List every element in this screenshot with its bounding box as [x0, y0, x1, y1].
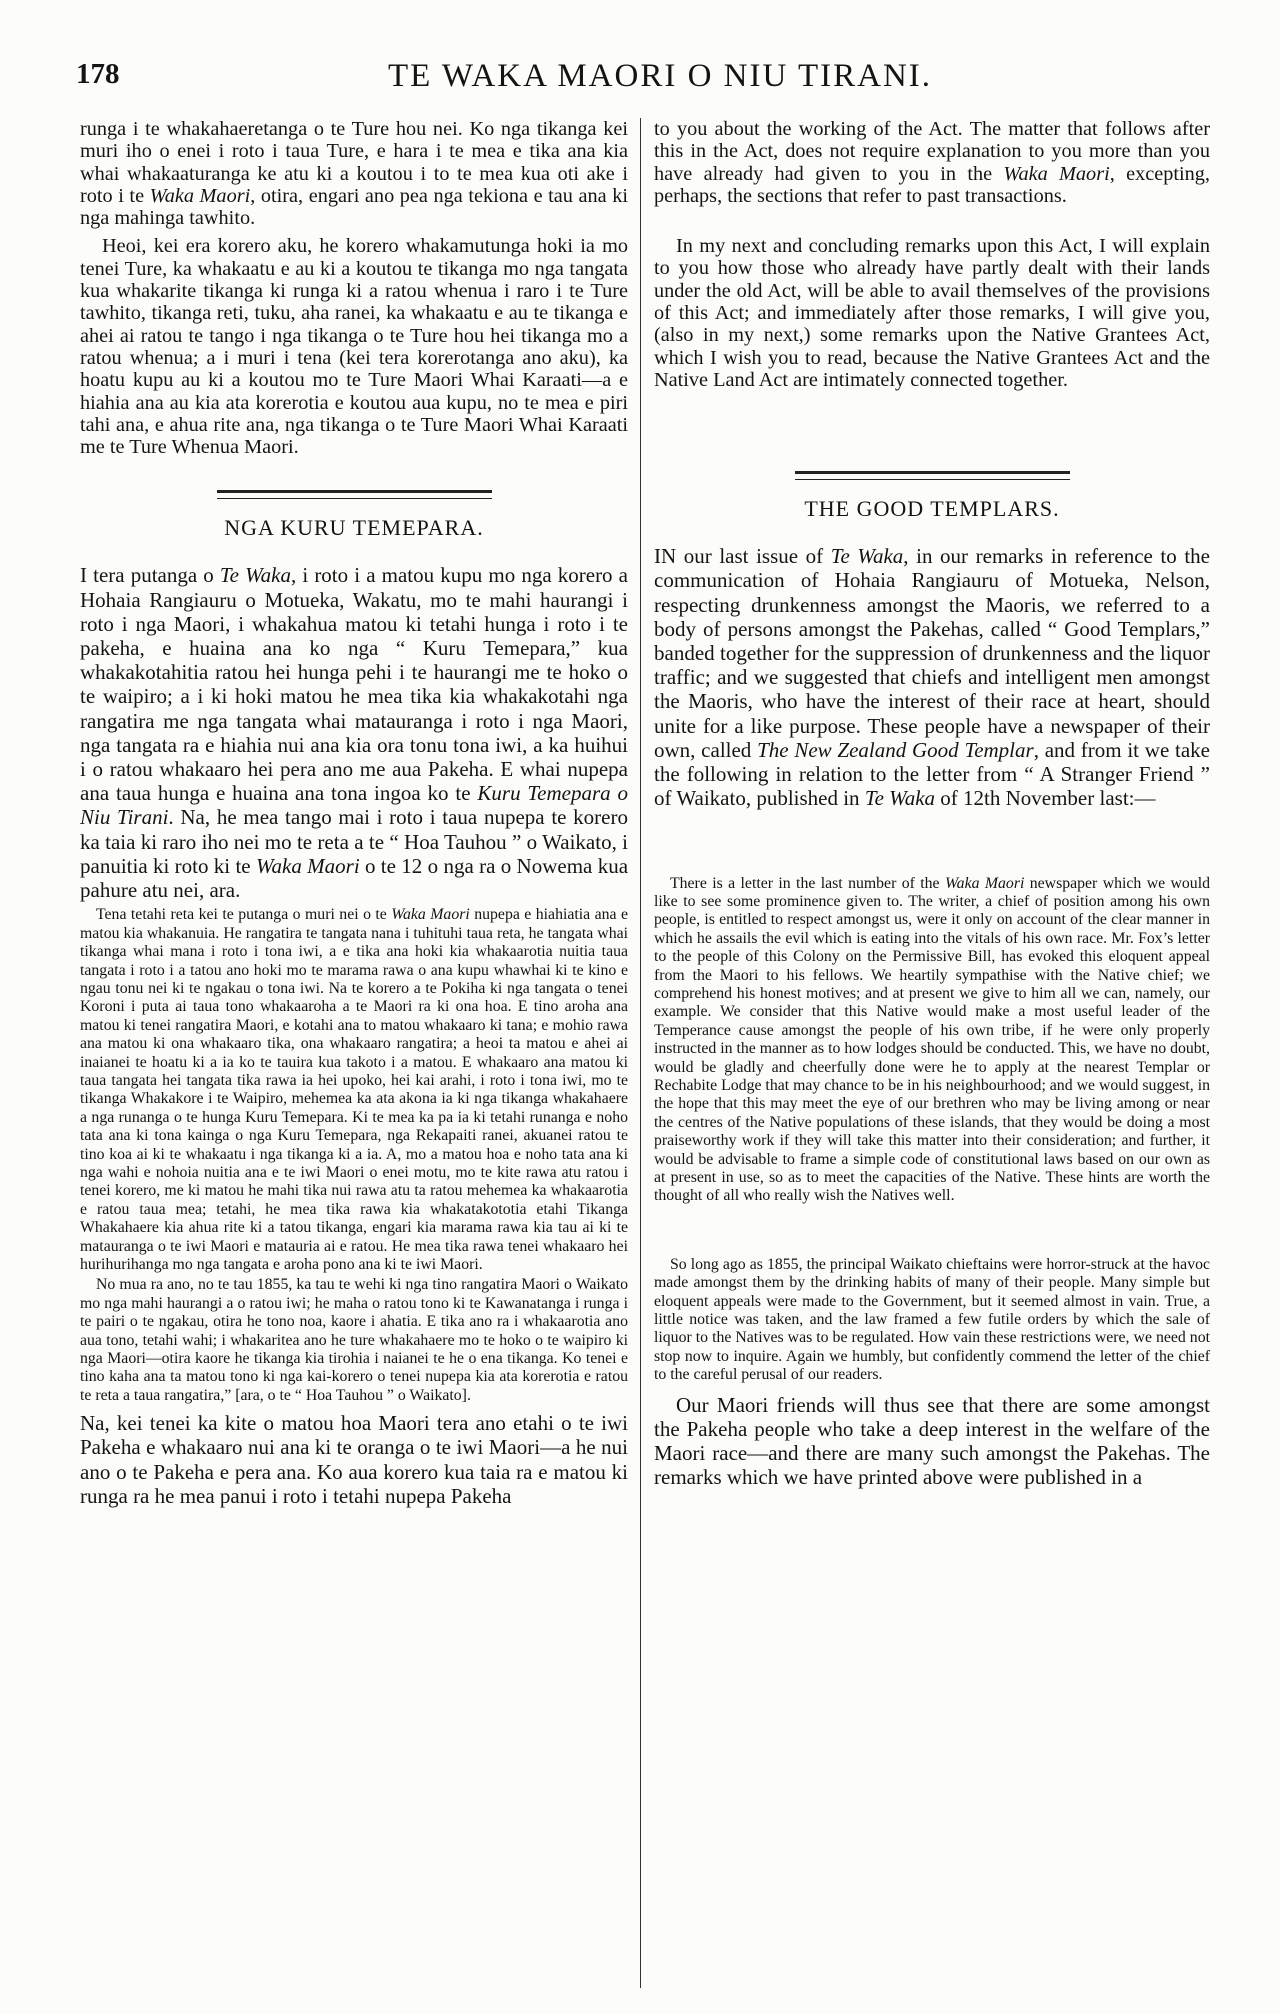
right-column — [654, 118, 1210, 1493]
left-quote-1: Tena tetahi reta kei te putanga o muri nei o te Waka Maori nupepa e hiahiatia ana e matou kia whakanuia. He rangatira te tangata nana i tuhituhi taua reta, he tangata whai tikanga whai mana i roto i tona iwi, a e tika ana hoki kia whakaarotia nuitia taua tangata i roto i a tatou ano hoki mo te marama rawa o ana kupu whawhai ki te kino e ngau tonu nei ki te ngakau o tona iwi. Na te korero a te Pokiha ki nga tangata o tenei Koroni i puta ai taua tono whakaaroha a te Maori ra ki ona hoa. E tino aroha ana matou ki tenei rangatira Maori, e kotahi ana to matou whakaaro ki tana; e mohio rawa ana matou ki ona whakaaro tika, ona whakaaro rangatira; a heoi ta matou e ahei ai inaianei te hoatu ki a ia ko te tauira kua takoto i a matou. E whakaaro ana matou ki taua tangata hei tangata tika rawa ia hei upoko, hei kai arahi, i roto i tona iwi, mo te tikanga Whakakore i te Waipiro, mehemea ka ata akona ia ki nga tikanga whakahaere a nga runanga o te hunga Kuru Temepara. Ki te mea ka pa ia ki tetahi runanga e noho tata ana ki tona kainga o nga Kuru Temepara, nga Rekapaiti ranei, akuanei ratou te tino koa ai ki te whakaatu i nga tikanga ki a ia. A, mo a matou hoa e noho tata ana ki nga wahi e nohoia nuitia ana e te iwi Maori o enei motu, mo te kite rawa atu ratou i tenei korero, me ki matou he mahi tika nui rawa atu ta ratou mehemea ka whakaarotia e ratou taua mea; tetahi, he mea tika rawa kia whakatakototia etahi Tikanga Whakahaere kia ahua rite ki a tatou tikanga, engari kia marama rawa kia tau ai ki te matauranga o te iwi Maori e matauria ai e ratou. He mea tika rawa tenei whakaaro hei hurihurihanga mo nga tangata e aroha pono ana ki te iwi Maori. — [80, 906, 629, 1274]
right-paragraph-3: IN our last issue of Te Waka, in our remarks in reference to the communication of Hohaia Rangiauru of Motueka, Nelson, respecting drunkenness amongst the Maoris, we referred to a body of persons amongst the Pakehas, called “ Good Templars,” banded together for the suppression of drunkenness and the liquor traffic; and we suggested that chiefs and intelligent men amongst the Maoris, who have the interest of their race at heart, should unite for a like purpose. These people have a newspaper of their own, called The New Zealand Good Templar, and from it we take the following in relation to the letter from “ A Stranger Friend ” of Waikato, published in Te Waka of 12th November last:— — [654, 544, 1211, 811]
left-paragraph-3: I tera putanga o Te Waka, i roto i a matou kupu mo nga korero a Hohaia Rangiauru o Motueka, Wakatu, mo te mahi haurangi i roto i nga Maori, i whakahua matou ki tetahi hunga i roto i te pakeha, e huaina ana ko nga “ Kuru Temepara,” kua whakakotahitia ratou hei hunga pehi i te haurangi me te hoko o te waipiro; a i ki hoki matou he mea tika kia whakakotahi nga rangatira me nga tangata whai matauranga i roto i nga Maori, nga tangata ra e hiahia nui ana kia ora tonu tona iwi, a ka huihui i o ratou whakaaro hei pera ano me aua Pakeha. E whai nupepa ana taua hunga e huaina ana tona ingoa ko te Kuru Temepara o Niu Tirani. Na, he mea tango mai i roto i taua nupepa te korero ka taia ki raro iho nei mo te reta a te “ Hoa Tauhou ” o Waikato, i panuitia ki roto ki te Waka Maori o te 12 o nga ra o Nowema kua pahure atu nei, ara. — [80, 563, 629, 903]
section-heading-templars: THE GOOD TEMPLARS. — [804, 496, 1060, 522]
section-rule — [217, 490, 492, 499]
section-heading-kuru: NGA KURU TEMEPARA. — [224, 515, 484, 541]
right-paragraph-4: Our Maori friends will thus see that there are some amongst the Pakeha people who take a deep interest in the welfare of the Maori race—and there are many such amongst the Pakehas. The remarks which we have printed above were published in a — [654, 1392, 1210, 1490]
left-paragraph-2: Heoi, kei era korero aku, he korero whakamutunga hoki ia mo tenei Ture, ka whakaatu e au ki a koutou te tikanga mo nga tangata kua whakarite tikanga ki runga ki a ratou whenua i raro i te Ture tawhito, tikanga reti, tuku, aha ranei, ka whakaatu e au te tikanga e ahei ai ratou te tango i nga tikanga o te Ture hou hei tikanga mo a ratou whenua; a i muri i tena (kei tera korerotanga ano aku), ka hoatu kupu au ki a koutou mo te Ture Maori Whai Karaati—a e hiahia ana au kia ata korerotia e koutou aua kupu, no te mea e piri tahi ana, e ahua rite ana, nga tikanga o te Ture Maori Whai Karaati me te Ture Whenua Maori. — [80, 235, 628, 459]
column-divider — [640, 118, 641, 1988]
running-title: TE WAKA MAORI O NIU TIRANI. — [387, 58, 933, 94]
page-number: 178 — [76, 58, 120, 90]
left-paragraph-4: Na, kei tenei ka kite o matou hoa Maori tera ano etahi o te iwi Pakeha e whakaaro nui ana ki te oranga o te iwi Maori—a he nui ano o te Pakeha e pera ana. Ko aua korero kua taia ra e matou ki runga ra he mea panui i roto i tetahi nupepa Pakeha — [80, 1411, 628, 1508]
right-paragraph-2: In my next and concluding remarks upon this Act, I will explain to you how those who already have partly dealt with their lands under the old Act, will be able to avail themselves of the provisions of this Act; and immediately after those remarks, I will give you, (also in my next,) some remarks upon the Native Grantees Act, which I wish you to read, because the Native Grantees Act and the Native Land Act are intimately connected together. — [654, 235, 1210, 391]
left-paragraph-1: runga i te whakahaeretanga o te Ture hou nei. Ko nga tikanga kei muri iho o enei i roto i taua Ture, e hara i te mea e tika ana kia whai whakaaturanga ke atu ki a koutou i to te mea kua oti ake i roto i te Waka Maori, otira, engari ano pea nga tekiona e tau ana ki nga mahinga tawhito. — [80, 118, 628, 230]
left-column — [80, 118, 628, 1512]
left-quote-2: No mua ra ano, no te tau 1855, ka tau te wehi ki nga tino rangatira Maori o Waikato mo nga mahi haurangi a o ratou iwi; he maha o ratou tono ki te Kawanatanga i runga i te pairi o te ngakau, otira he tono noa, kaore i ahatia. E tika ano ra i whakaarotia ano aua tono, tetahi wahi; i whakaritea ano he ture whakahaere mo te hoko o te waipiro ki nga Maori—otira kaore he tikanga kia tirohia i naianei te he o ena tikanga. Ko tenei e tino kaha ana ta matou tono ki nga kai-korero o tenei nupepa kia ata korerotia e ratou te reta a taua rangatira,” [ara, o te “ Hoa Tauhou ” o Waikato]. — [80, 1276, 628, 1404]
right-paragraph-1: to you about the working of the Act. The matter that follows after this in the Act, does not require explanation to you more than you have already had given to you in the Waka Maori, excepting, perhaps, the sections that refer to past transactions. — [654, 118, 1210, 207]
right-quote-2: So long ago as 1855, the principal Waikato chieftains were horror-struck at the havoc made amongst them by the drinking habits of many of their people. Many simple but eloquent appeals were made to the Government, but it seemed almost in vain. True, a little notice was taken, and the law framed a few futile orders by which the sale of liquor to the Natives was to be regulated. How vain these restrictions were, we need not stop now to inquire. Again we humbly, but confidently commend the letter of the chief to the careful perusal of our readers. — [654, 1255, 1210, 1384]
right-quote-1: There is a letter in the last number of the Waka Maori newspaper which we would like to see some prominence given to. The writer, a chief of position among his own people, is entitled to respect amongst us, were it only on account of the clear manner in which he assails the evil which is eating into the vitals of his own race. Mr. Fox’s letter to the people of this Colony on the Permissive Bill, has evoked this eloquent appeal from the Maori to his fellows. We heartily sympathise with the Native chief; we comprehend his honest motives; and at present we give to him all we can, namely, our example. We consider that this Native would make a most useful leader of the Temperance cause amongst the people of his own tribe, if he were only properly instructed in the manner as to how lodges should be conducted. This, we have no doubt, would be gladly and cheerfully done were he to apply at the nearest Templar or Rechabite Lodge that may chance to be in his neighbourhood; and we would suggest, in the hope that this may meet the eye of our brethren who may be living among or near the centres of the Native populations of these islands, that they would be doing a most praiseworthy work if they will take this matter into their consideration; and further, it would be advisable to frame a simple code of constitutional laws based on our own as at present in use, so as to meet the capacities of the Native. These hints are worth the thought of all who really wish the Natives well. — [654, 874, 1210, 1205]
section-rule — [795, 471, 1070, 480]
